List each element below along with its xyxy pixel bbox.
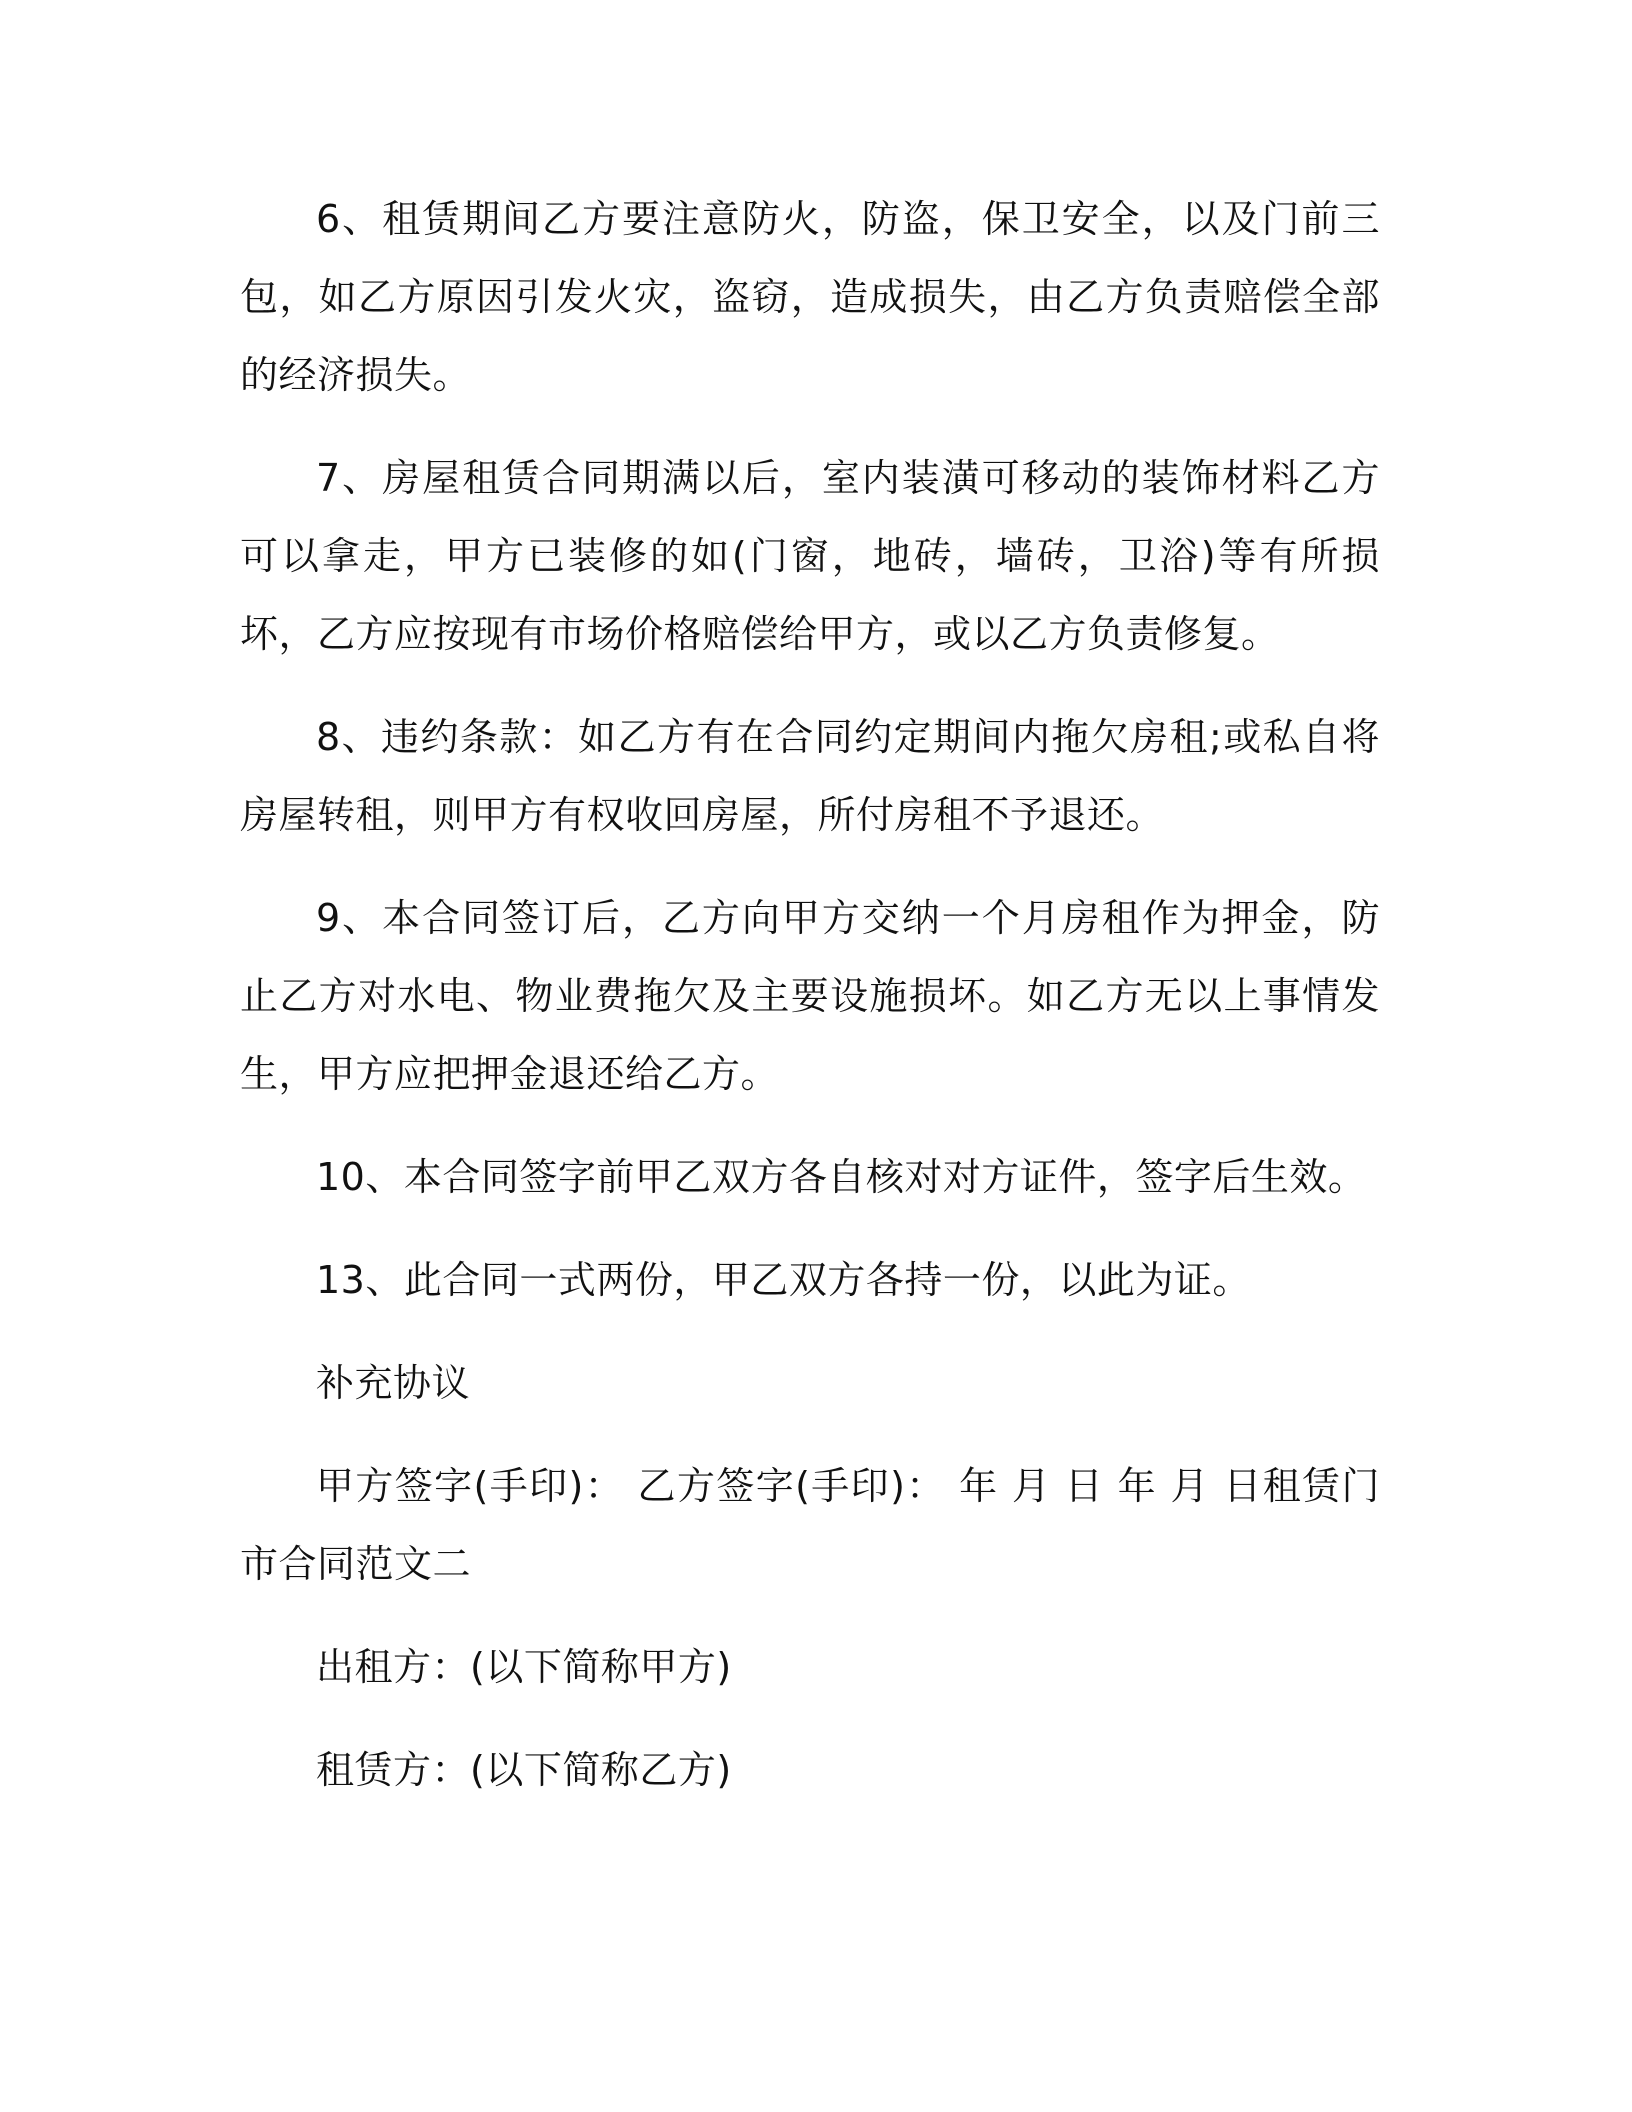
supplementary-agreement-heading: 补充协议: [316, 1361, 471, 1405]
document-page: [240, 180, 1380, 1834]
lessor-line: 出租方：(以下简称甲方): [316, 1645, 732, 1689]
clause-9: 9、本合同签订后，乙方向甲方交纳一个月房租作为押金，防止乙方对水电、物业费拖欠及主要设施损坏。如乙方无以上事情发生，甲方应把押金退还给乙方。: [240, 896, 1380, 1096]
signature-line: 甲方签字(手印)： 乙方签字(手印)： 年 月 日 年 月 日租赁门市合同范文二: [240, 1464, 1380, 1586]
lessee-line: 租赁方：(以下简称乙方): [316, 1748, 732, 1792]
clause-10: 10、本合同签字前甲乙双方各自核对对方证件，签字后生效。: [316, 1155, 1367, 1199]
clause-13: 13、此合同一式两份，甲乙双方各持一份，以此为证。: [316, 1258, 1251, 1302]
clause-7: 7、房屋租赁合同期满以后，室内装潢可移动的装饰材料乙方可以拿走，甲方已装修的如(门窗，地砖，墙砖，卫浴)等有所损坏，乙方应按现有市场价格赔偿给甲方，或以乙方负责修复。: [240, 456, 1380, 656]
clause-8: 8、违约条款：如乙方有在合同约定期间内拖欠房租;或私自将房屋转租，则甲方有权收回房屋，所付房租不予退还。: [240, 715, 1380, 837]
clause-6: 6、租赁期间乙方要注意防火，防盗，保卫安全，以及门前三包，如乙方原因引发火灾，盗窃，造成损失，由乙方负责赔偿全部的经济损失。: [240, 197, 1380, 397]
